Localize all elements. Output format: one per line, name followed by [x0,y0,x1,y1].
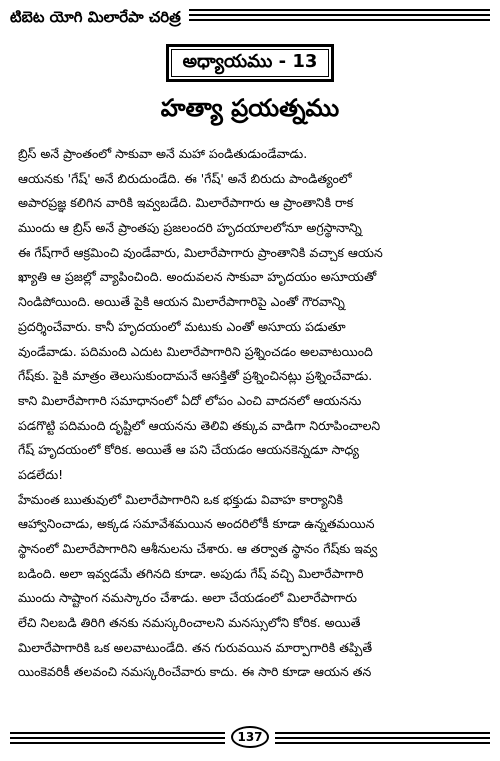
paragraph-2 [18,488,484,686]
text-line: ఆయనకు 'గేష్' అనే బిరుదుండేది. ఈ 'గేష్' అనే బిరుదు పాండిత్యంలో [18,170,352,186]
text-line: ప్రదర్శించేవారు. కానీ హృదయంలో మటుకు ఎంతో అసూయ పడుతూ [18,318,346,334]
header-rule [140,9,490,24]
chapter-label-box [166,44,334,82]
page-footer [10,726,490,752]
text-line: ముందు ఆ బ్రిస్ అనే ప్రాంతపు ప్రజలందరి హృదయాలలోనూ అగ్రస్థానాన్ని [18,220,362,236]
text-line: పడగొట్టి పదిమంది దృష్టిలో ఆయనను తెలివి తక్కువ వాడిగా నిరూపించాలని [18,417,381,433]
text-line: గేష్‌కు. పైకి మాత్రం తెలుసుకుందామనే ఆసక్తితో ప్రశ్నించినట్లు ప్రశ్నించేవాడు. [18,368,373,384]
text-line: వుండేవాడు. పదిమంది ఎదుట మిలారేపాగారిని ప్రశ్నించడం అలవాటయింది [18,343,373,359]
text-line: కాని మిలారేపాగారి సమాధానంలో ఏదో లోపం ఎంచి వాదనలో ఆయనను [18,392,362,408]
footer-rule-left [10,732,225,747]
text-line: ఈ గేష్‌గారే ఆక్రమించి వుండేవారు, మిలారేపాగారు ప్రాంతానికి వచ్చాక ఆయన [18,244,383,260]
footer-rule-right [275,732,490,747]
page-number: 137 [231,726,269,748]
chapter-label: అధ్యాయము - 13 [171,49,329,77]
text-line: పడలేదు! [18,466,64,482]
text-line: హేమంత ఋతువులో మిలారేపాగారిని ఒక భక్తుడు వివాహ కార్యానికి [18,491,343,507]
text-line: ఖ్యాతి ఆ ప్రజల్లో వ్యాపించింది. అందువలన సాకువా హృదయం అసూయతో [18,269,377,285]
chapter-title: హత్యా ప్రయత్నము [160,94,340,122]
body-text [18,142,484,685]
text-line: స్థానంలో మిలారేపాగారిని ఆశీనులను చేశారు. ఆ తర్వాత స్థానం గేష్‌కు ఇవ్వ [18,541,378,556]
text-line: అపారప్రజ్ఞ కలిగిన వారికి ఇవ్వబడేది. మిలారేపాగారు ఆ ప్రాంతానికి రాక [18,195,354,211]
text-line: బడింది. అలా ఇవ్వడమే తగినది కూడా. అపుడు గేష్ వచ్చి మిలారేపాగారి [18,565,364,581]
text-line: బ్రిస్ అనే ప్రాంతంలో సాకువా అనే మహా పండితుడుండేవాడు. [18,146,308,161]
book-title: టిబెట యోగి మిలారేపా చరిత్ర [10,6,189,28]
text-line: లేచి నిలబడి తిరిగి తనకు నమస్కరించాలని మనస్సులోని కోరిక. అయితే [18,615,361,631]
text-line: యింకెవరికీ తలవంచి నమస్కరించేవారు కాదు. ఈ సారి కూడా ఆయన తన [18,664,372,680]
text-line: మిలారేపాగారికి ఒక అలవాటుండేది. తన గురువయిన మార్పాగారికి తప్పితే [18,639,373,655]
text-line: గేష్ హృదయంలో కోరిక. అయితే ఆ పని చేయడం ఆయనకెన్నడూ సాధ్య [18,442,360,458]
text-line: ఆహ్వానించాడు, అక్కడ సమావేశమయిన అందరిలోకీ కూడా ఉన్నతమయిన [18,516,375,532]
page-header [10,6,490,30]
text-line: ముందు సాష్టాంగ నమస్కారం చేశాడు. అలా చేయడంలో మిలారేపాగారు [18,590,357,606]
paragraph-1 [18,142,484,488]
text-line: నిండిపోయింది. అయితే పైకి ఆయన మిలారేపాగారిపై ఎంతో గౌరవాన్ని [18,294,345,310]
